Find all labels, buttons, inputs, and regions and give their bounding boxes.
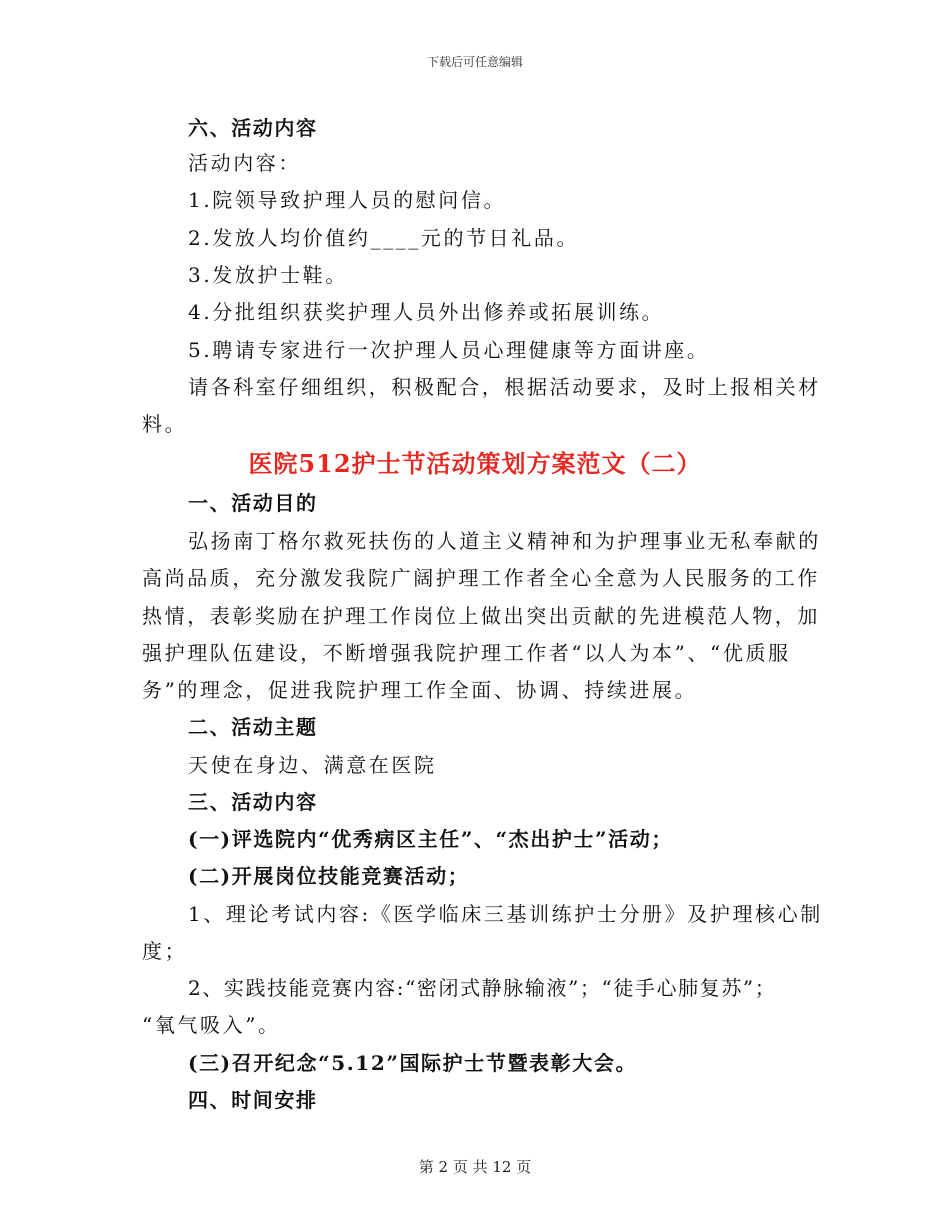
content-item-2: (二)开展岗位技能竞赛活动； xyxy=(188,864,470,888)
paragraph-line: 高尚品质，充分激发我院广阔护理工作者全心全意为人民服务的工作 xyxy=(142,566,820,590)
list-item: 4.分批组织获奖护理人员外出修养或拓展训练。 xyxy=(188,300,665,324)
closing-paragraph-line: 请各科室仔细组织，积极配合，根据活动要求，及时上报相关材 xyxy=(188,375,821,399)
list-item: 3.发放护士鞋。 xyxy=(188,263,348,287)
section-heading-activity-content: 六、活动内容 xyxy=(188,116,318,140)
paragraph-line: 强护理队伍建设，不断增强我院护理工作者“以人为本”、“优质服 xyxy=(142,641,791,665)
page-header: 下载后可任意编辑 xyxy=(426,55,523,69)
list-item: 5.聘请专家进行一次护理人员心理健康等方面讲座。 xyxy=(188,338,710,362)
sub-item-practice-cont: “氧气吸入”。 xyxy=(142,1013,281,1037)
document-title: 医院512护士节活动策划方案范文（二） xyxy=(248,449,702,478)
sub-item-theory: 1、理论考试内容:《医学临床三基训练护士分册》及护理核心制 xyxy=(188,902,823,926)
sub-item-theory-cont: 度； xyxy=(142,939,188,963)
list-item: 2.发放人均价值约____元的节日礼品。 xyxy=(188,226,580,250)
paragraph-line: 热情，表彰奖励在护理工作岗位上做出突出贡献的先进模范人物，加 xyxy=(142,604,820,628)
content-item-3: (三)召开纪念“5.12”国际护士节暨表彰大会。 xyxy=(188,1051,638,1075)
section-heading-theme: 二、活动主题 xyxy=(188,715,318,739)
activity-content-intro: 活动内容： xyxy=(188,151,301,175)
page-footer: 第 2 页 共 12 页 xyxy=(418,1158,532,1176)
theme-text: 天使在身边、满意在医院 xyxy=(188,753,437,777)
content-item-1: (一)评选院内“优秀病区主任”、“杰出护士”活动； xyxy=(188,827,673,851)
section-heading-content: 三、活动内容 xyxy=(188,790,318,814)
paragraph-line: 弘扬南丁格尔救死扶伤的人道主义精神和为护理事业无私奉献的 xyxy=(188,529,821,553)
list-item: 1.院领导致护理人员的慰问信。 xyxy=(188,188,507,212)
sub-item-practice: 2、实践技能竞赛内容:“密闭式静脉输液”；“徒手心肺复苏”； xyxy=(188,976,777,1000)
closing-paragraph-line: 料。 xyxy=(142,412,188,436)
paragraph-line: 务”的理念，促进我院护理工作全面、协调、持续进展。 xyxy=(142,678,698,702)
section-heading-purpose: 一、活动目的 xyxy=(188,491,318,515)
section-heading-schedule: 四、时间安排 xyxy=(188,1088,318,1112)
